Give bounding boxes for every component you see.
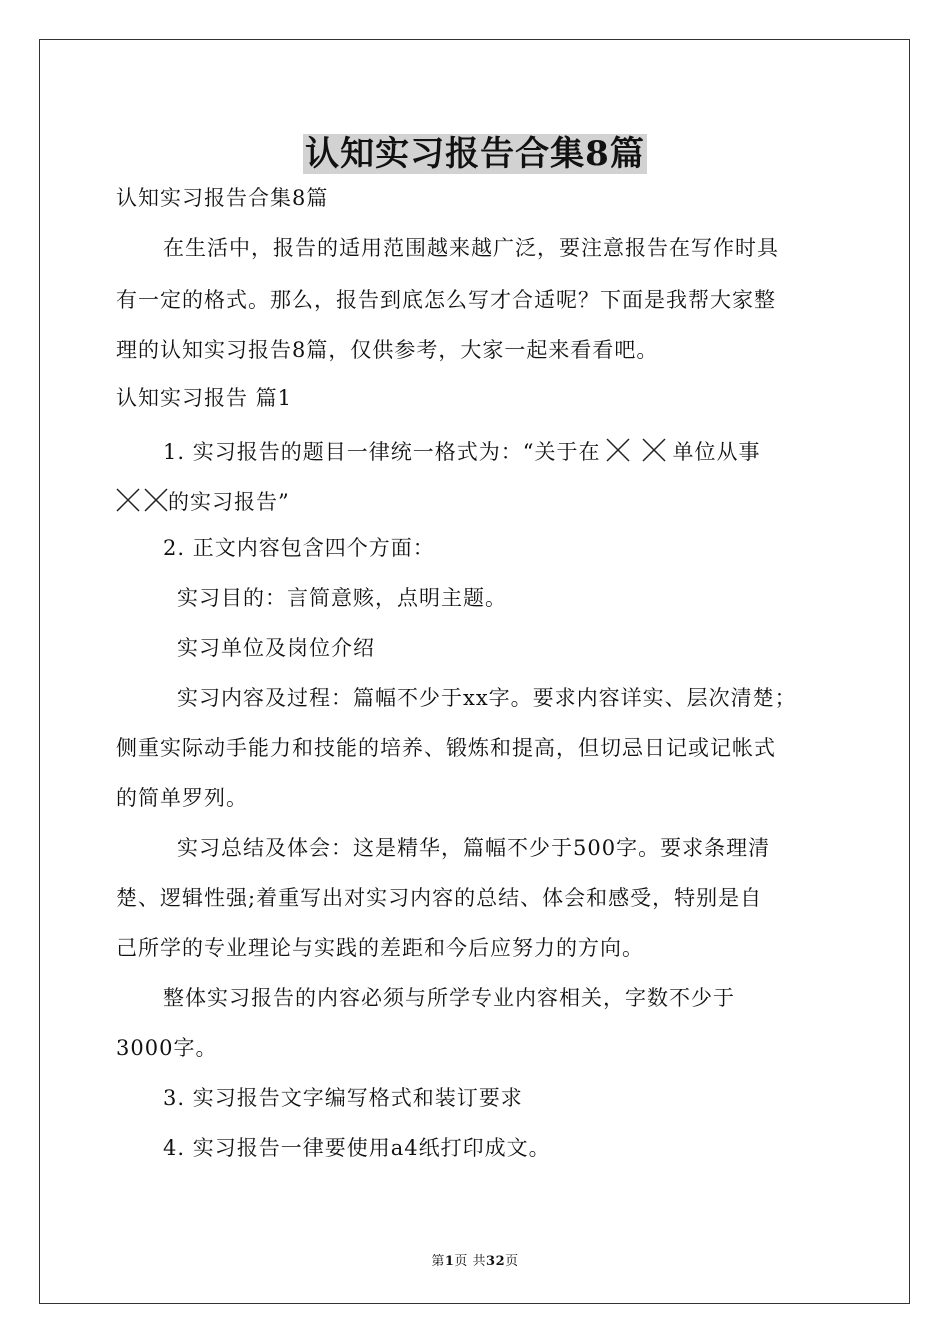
section-heading: 认知实习报告 篇1: [116, 386, 293, 410]
item-1-text-a: 1. 实习报告的题目一律统一格式为：“关于在: [163, 440, 601, 464]
page-footer: [0, 1250, 950, 1269]
item-4: 4. 实习报告一律要使用a4纸打印成文。: [163, 1136, 551, 1160]
overall-line-2: 3000字。: [116, 1036, 218, 1060]
overall-line-1: 整体实习报告的内容必须与所学专业内容相关，字数不少于: [163, 986, 735, 1010]
point-unit: 实习单位及岗位介绍: [177, 636, 375, 660]
intro-line-3: 理的认知实习报告8篇，仅供参考，大家一起来看看吧。: [116, 338, 659, 362]
page-prefix: 第: [431, 1254, 445, 1269]
page-current: 1: [444, 1254, 455, 1269]
cross-mark-icon: [144, 488, 168, 512]
point-content-line-1: 实习内容及过程：篇幅不少于xx字。要求内容详实、层次清楚；: [177, 686, 797, 710]
intro-line-2: 有一定的格式。那么，报告到底怎么写才合适呢？下面是我帮大家整: [116, 288, 776, 312]
title-text: 认知实习报告合集8篇: [305, 134, 645, 174]
cross-mark-icon: [606, 438, 630, 462]
document-subtitle: 认知实习报告合集8篇: [116, 186, 329, 210]
point-summary-line-2: 楚、逻辑性强;着重写出对实习内容的总结、体会和感受，特别是自: [116, 886, 763, 910]
item-1-text-c: 的实习报告”: [168, 490, 290, 514]
page-mid: 页 共: [454, 1254, 487, 1269]
page-total: 32: [486, 1254, 506, 1269]
point-summary-line-3: 己所学的专业理论与实践的差距和今后应努力的方向。: [116, 936, 644, 960]
item-3: 3. 实习报告文字编写格式和装订要求: [163, 1086, 523, 1110]
item-1-line-2: [110, 488, 290, 513]
point-content-line-3: 的简单罗列。: [116, 786, 248, 810]
point-summary-line-1: 实习总结及体会：这是精华，篇幅不少于500字。要求条理清: [177, 836, 771, 860]
item-1-line-1: [163, 438, 760, 463]
cross-mark-icon: [116, 488, 140, 512]
page-suffix: 页: [505, 1254, 519, 1269]
item-2: 2. 正文内容包含四个方面：: [163, 536, 435, 560]
item-1-text-b: 单位从事: [672, 440, 761, 464]
document-title: [0, 126, 950, 175]
point-purpose: 实习目的：言简意赅，点明主题。: [177, 586, 507, 610]
intro-line-1: 在生活中，报告的适用范围越来越广泛，要注意报告在写作时具: [163, 236, 779, 260]
cross-mark-icon: [642, 438, 666, 462]
point-content-line-2: 侧重实际动手能力和技能的培养、锻炼和提高，但切忌日记或记帐式: [116, 736, 776, 760]
page-border: [39, 39, 910, 1304]
